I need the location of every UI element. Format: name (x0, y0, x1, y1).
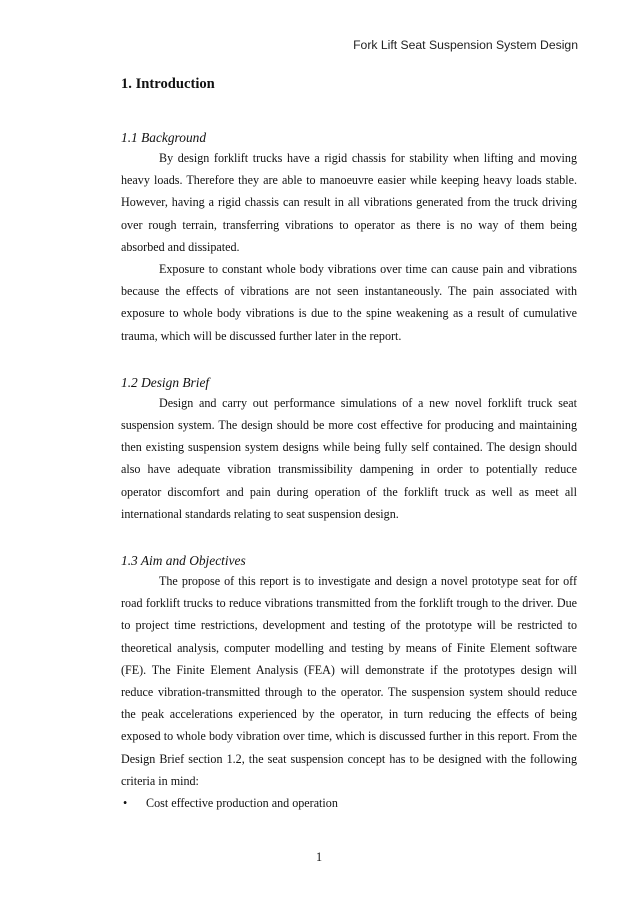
paragraph: Exposure to constant whole body vibrations over time can cause pain and vibrations because the effects of vibrations are not seen instantaneously. The pain associated with exposure to whole body vibrations is due to the spine weakening as a result of cumulative trauma, which will be discussed further later in the report. (121, 262, 577, 343)
section-design-brief (121, 374, 577, 525)
bullet-item (121, 792, 577, 814)
paragraph: By design forklift trucks have a rigid chassis for stability when lifting and moving heavy loads. Therefore they are able to manoeuvre easier while keeping heavy loads stable. However, having a rigid chassis can result in all vibrations generated from the truck driving over rough terrain, transferring vibrations to operator as there is no way of them being absorbed and dissipated. (121, 151, 577, 254)
paragraph: The propose of this report is to investigate and design a novel prototype seat for off road forklift trucks to reduce vibrations transmitted from the forklift trough to the driver. Due to project time restrictions, development and testing of the prototype will be restricted to theoretical analysis, computer modelling and testing by means of Finite Element software (FE). The Finite Element Analysis (FEA) will demonstrate if the prototypes design will reduce vibration-transmitted through to the operator. The suspension system should reduce the peak accelerations experienced by the operator, in turn reducing the effects of being exposed to whole body vibration over time, which is discussed further in this report. From the Design Brief section 1.2, the seat suspension concept has to be designed with the following criteria in mind: (121, 574, 577, 788)
section-aim-objectives (121, 552, 577, 814)
bullet-icon: • (123, 796, 128, 811)
page-number: 1 (315, 850, 323, 864)
section-background (121, 129, 577, 347)
page-body (121, 74, 577, 814)
paragraph: Design and carry out performance simulations of a new novel forklift truck seat suspension system. The design should be more cost effective for producing and maintaining then existing suspension system designs while being fully self contained. The design should also have adequate vibration transmissibility dampening in order to potentially reduce operator discomfort and pain during operation of the forklift truck as well as meet all international standards relating to seat suspension design. (121, 395, 577, 521)
section-heading: 1.1 Background (121, 130, 207, 145)
bullet-text: Cost effective production and operation (146, 796, 338, 811)
chapter-title: 1. Introduction (121, 76, 215, 92)
section-heading: 1.3 Aim and Objectives (121, 553, 246, 569)
running-header: Fork Lift Seat Suspension System Design (353, 38, 578, 52)
section-heading: 1.2 Design Brief (121, 374, 210, 390)
